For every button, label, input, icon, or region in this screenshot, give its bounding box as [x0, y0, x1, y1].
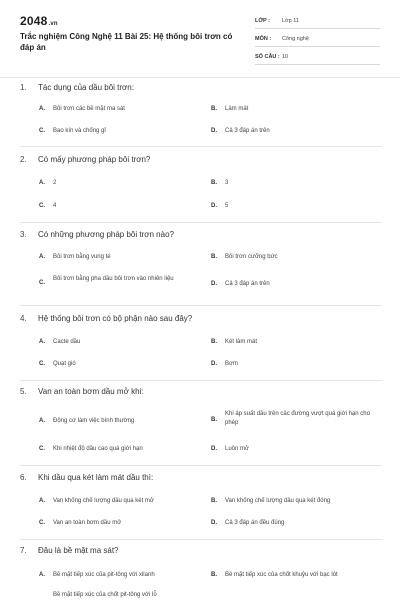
question-heading [20, 229, 382, 240]
option-letter: C. [39, 280, 45, 286]
meta-label: MÔN : [255, 36, 272, 42]
question-6 [20, 472, 382, 542]
option-text: Két làm mát [225, 339, 258, 345]
option-a[interactable] [39, 105, 204, 114]
option-text: Cacte dầu [53, 339, 81, 345]
question-number: 1. [20, 83, 27, 92]
option-text: Van khống chế lượng dầu qua két đóng [225, 498, 331, 504]
option-text: 2 [53, 180, 57, 186]
option-d[interactable] [211, 280, 381, 289]
site-logo[interactable] [20, 14, 58, 28]
option-letter: D. [211, 281, 217, 287]
question-3 [20, 229, 382, 311]
option-d[interactable] [211, 127, 381, 136]
meta-label: SỐ CÂU : [255, 54, 280, 60]
option-letter: D. [211, 128, 217, 134]
question-5 [20, 386, 382, 466]
option-letter: C. [39, 203, 45, 209]
option-letter: C. [39, 446, 45, 452]
question-text: Có mấy phương pháp bôi trơn? [38, 155, 151, 164]
divider [20, 146, 382, 147]
document-header [0, 0, 400, 78]
question-text: Tác dụng của dầu bôi trơn: [38, 83, 134, 92]
option-letter: D. [211, 520, 217, 526]
option-letter: A. [39, 572, 45, 578]
option-b[interactable] [211, 497, 381, 506]
meta-value: Lớp 11 [282, 18, 299, 24]
option-letter: B. [211, 106, 217, 112]
option-a[interactable] [39, 179, 204, 188]
option-letter: B. [211, 498, 217, 504]
question-7 [20, 545, 382, 600]
meta-row-subject [255, 32, 380, 47]
option-letter: B. [211, 417, 217, 423]
option-letter: A. [39, 254, 45, 260]
option-d[interactable] [211, 445, 381, 454]
divider [20, 380, 382, 381]
option-letter: A. [39, 339, 45, 345]
meta-value: 10 [282, 54, 289, 60]
meta-value: Công nghệ [282, 36, 309, 42]
option-text: Bề mặt tiếp xúc của pit-tông với xilanh [53, 572, 155, 578]
option-c-partial[interactable] [39, 591, 204, 600]
option-text: Bề mặt tiếp xúc của chốt pit-tông với lỗ [53, 592, 157, 598]
question-number: 4. [20, 314, 27, 323]
option-text: Khi nhiệt độ dầu cao quá giới hạn [53, 446, 143, 452]
question-number: 7. [20, 546, 27, 555]
divider [20, 305, 382, 306]
option-letter: C. [39, 361, 45, 367]
option-text: Van khống chế lượng dầu qua két mở [53, 498, 154, 504]
option-letter: A. [39, 498, 45, 504]
option-a[interactable] [39, 571, 204, 580]
meta-row-class [255, 14, 380, 29]
option-text: Động cơ làm việc bình thường [53, 418, 135, 424]
option-letter: A. [39, 418, 45, 424]
option-letter: B. [211, 572, 217, 578]
question-text: Có những phương pháp bôi trơn nào? [38, 230, 174, 239]
option-letter: A. [39, 106, 45, 112]
question-heading [20, 154, 382, 165]
question-heading [20, 545, 382, 556]
option-letter: B. [211, 339, 217, 345]
option-letter: B. [211, 254, 217, 260]
option-text: Quạt gió [53, 361, 76, 367]
option-b[interactable] [211, 179, 381, 188]
question-2 [20, 154, 382, 226]
option-text: Luôn mở [225, 446, 249, 452]
option-text: Van an toàn bơm dầu mở [53, 520, 122, 526]
option-c[interactable] [39, 445, 204, 454]
option-b[interactable] [211, 338, 381, 347]
option-a[interactable] [39, 497, 204, 506]
question-1 [20, 82, 382, 152]
option-a[interactable] [39, 417, 204, 426]
option-text: Bơm [225, 361, 238, 367]
option-a[interactable] [39, 338, 204, 347]
option-letter: C. [39, 128, 45, 134]
option-letter: D. [211, 361, 217, 367]
question-number: 6. [20, 473, 27, 482]
option-text: Bao kín và chống gỉ [53, 128, 106, 134]
option-letter: D. [211, 446, 217, 452]
question-text: Khi dầu qua két làm mát dầu thì: [38, 473, 154, 482]
divider [20, 539, 382, 540]
option-c[interactable] [39, 127, 204, 136]
logo-main: 2048 [20, 14, 48, 28]
option-d[interactable] [211, 360, 381, 369]
question-number: 3. [20, 230, 27, 239]
option-c[interactable] [39, 360, 204, 369]
question-heading [20, 386, 382, 397]
option-b[interactable] [211, 410, 381, 428]
option-text: Cả 3 đáp án trên [225, 128, 270, 134]
question-heading [20, 472, 382, 483]
option-text: Khi áp suất dầu trên các đường vượt quá giới hạn cho phép [225, 411, 370, 426]
option-text: Bôi trơn bằng pha dầu bôi trơn vào nhiên liệu [53, 276, 174, 282]
question-number: 5. [20, 387, 27, 396]
option-text: 4 [53, 203, 57, 209]
question-4 [20, 313, 382, 383]
option-text: Bề mặt tiếp xúc của chốt khuỷu với bạc lót [225, 572, 338, 578]
divider [20, 222, 382, 223]
option-letter: A. [39, 180, 45, 186]
question-heading [20, 82, 382, 93]
option-text: Bôi trơn các bề mặt ma sát [53, 106, 125, 112]
option-text: Bôi trơn bằng vung té [53, 254, 111, 260]
meta-row-count [255, 50, 380, 65]
option-c[interactable] [39, 275, 189, 288]
option-letter: C. [39, 520, 45, 526]
option-b[interactable] [211, 105, 381, 114]
option-b[interactable] [211, 253, 381, 262]
question-heading [20, 313, 382, 324]
question-text: Van an toàn bơm dầu mở khi: [38, 387, 144, 396]
document-title: Trắc nghiệm Công Nghệ 11 Bài 25: Hệ thống bôi trơn có đáp án [20, 32, 233, 52]
question-text: Đâu là bề mặt ma sát? [38, 546, 119, 555]
meta-label: LỚP : [255, 18, 270, 24]
option-text: 3 [225, 180, 229, 186]
option-a[interactable] [39, 253, 204, 262]
option-text: Cả 3 đáp án đều đúng [225, 520, 285, 526]
question-number: 2. [20, 155, 27, 164]
question-text: Hệ thống bôi trơn có bộ phận nào sau đây? [38, 314, 193, 323]
option-c[interactable] [39, 519, 204, 528]
option-c[interactable] [39, 202, 204, 211]
option-d[interactable] [211, 202, 381, 211]
meta-panel [255, 14, 380, 68]
option-text: Làm mát [225, 106, 249, 112]
option-letter: B. [211, 180, 217, 186]
option-text: Cả 3 đáp án trên [225, 281, 270, 287]
divider [20, 465, 382, 466]
option-b[interactable] [211, 571, 381, 580]
option-text: Bôi trơn cưỡng bức [225, 254, 278, 260]
option-letter: D. [211, 203, 217, 209]
logo-tld: .vn [48, 21, 58, 27]
option-d[interactable] [211, 519, 381, 528]
option-text: 5 [225, 203, 229, 209]
